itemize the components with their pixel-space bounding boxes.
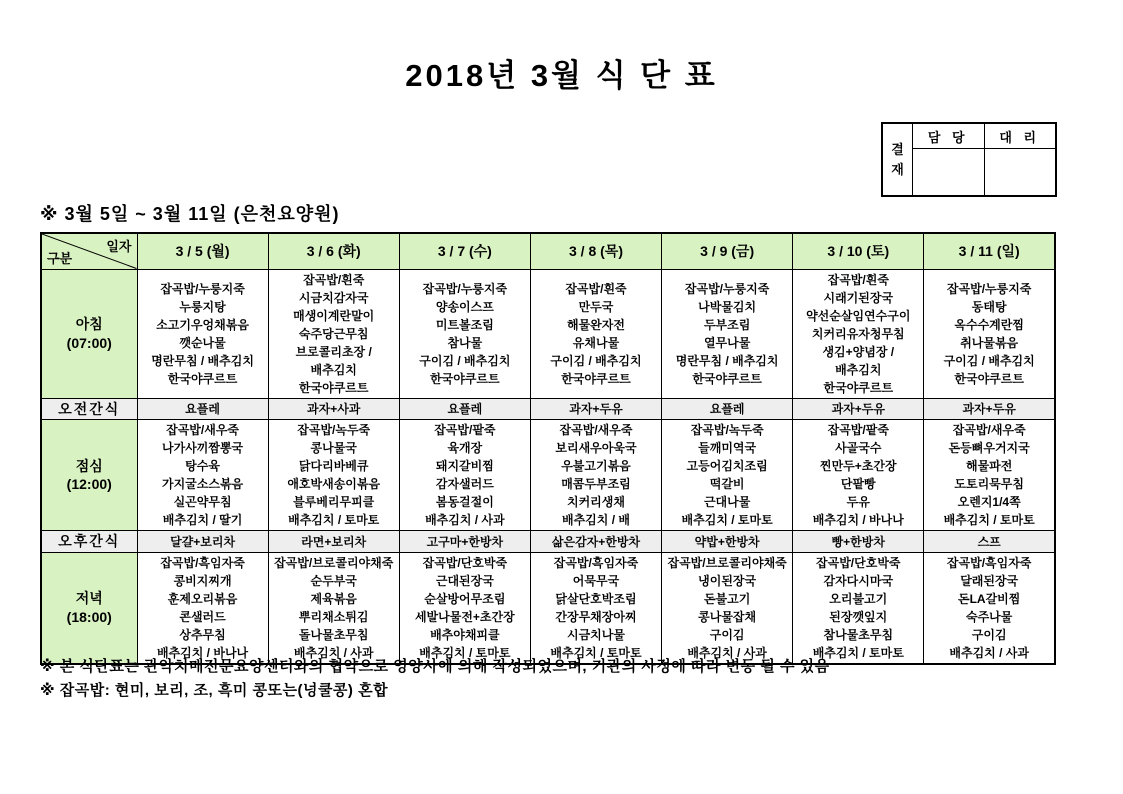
cell-pm-snack-day3: 삶은감자+한방차 xyxy=(530,531,661,553)
approval-sign-grid xyxy=(913,124,1055,195)
cell-am-snack-day2: 요플레 xyxy=(399,398,530,420)
cell-breakfast-day6: 잡곡밥/누룽지죽 동태탕 옥수수계란찜 취나물볶음 구이김 / 배추김치 한국야쿠르트 xyxy=(924,269,1055,398)
cell-breakfast-day5: 잡곡밥/흰죽 시래기된장국 약선순살임연수구이 치커리유자청무침 생김+양념장 / 배추김치 한국야쿠르트 xyxy=(793,269,924,398)
corner-label-date: 일자 xyxy=(106,239,132,254)
approval-col-deputy: 대 리 xyxy=(999,129,1041,145)
row-time-lunch: (12:00) xyxy=(66,476,112,493)
row-label-pm-snack: 오후간식 xyxy=(41,531,137,553)
row-pm-snack xyxy=(41,531,1055,553)
cell-pm-snack-day5: 빵+한방차 xyxy=(793,531,924,553)
footnotes xyxy=(40,655,830,703)
cell-am-snack-day4: 요플레 xyxy=(662,398,793,420)
footnote-1: ※ 본 식단표는 관악치매전문요양센터와의 협약으로 영양사에 의해 작성되었으며, 기관의 사정에 따라 변동 될 수 있음 xyxy=(40,658,830,675)
cell-breakfast-day3: 잡곡밥/흰죽 만두국 해물완자전 유채나물 구이김 / 배추김치 한국야쿠르트 xyxy=(530,269,661,398)
week-range-subtitle: ※ 3월 5일 ~ 3월 11일 (은천요양원) xyxy=(40,204,340,224)
cell-dinner-day0: 잡곡밥/흑임자죽 콩비지찌개 훈제오리볶음 콘샐러드 상추무침 배추김치 / 바나나 xyxy=(137,553,268,665)
cell-lunch-day4: 잡곡밥/녹두죽 들깨미역국 고등어김치조림 떡갈비 근대나물 배추김치 / 토마토 xyxy=(662,420,793,531)
cell-pm-snack-day1: 라면+보리차 xyxy=(268,531,399,553)
meal-plan-table xyxy=(40,232,1056,665)
row-breakfast xyxy=(41,269,1055,398)
row-lunch xyxy=(41,420,1055,531)
approval-sign-cell-manager xyxy=(913,149,985,195)
cell-lunch-day5: 잡곡밥/팥죽 사골국수 찐만두+초간장 단팥빵 두유 배추김치 / 바나나 xyxy=(793,420,924,531)
cell-dinner-day1: 잡곡밥/브로콜리야채죽 순두부국 제육볶음 뿌리채소튀김 돌나물초무침 배추김치 / 사과 xyxy=(268,553,399,665)
cell-dinner-day2: 잡곡밥/단호박죽 근대된장국 순살방어무조림 세발나물전+초간장 배추야채피클 배추김치 / 토마토 xyxy=(399,553,530,665)
cell-am-snack-day0: 요플레 xyxy=(137,398,268,420)
cell-lunch-day6: 잡곡밥/새우죽 돈등뼈우거지국 해물파전 도토리묵무침 오렌지1/4쪽 배추김치 / 토마토 xyxy=(924,420,1055,531)
day-header-1: 3 / 6 (화) xyxy=(268,233,399,269)
cell-lunch-day0: 잡곡밥/새우죽 나가사끼짬뽕국 탕수육 가지굴소스볶음 실곤약무침 배추김치 / 딸기 xyxy=(137,420,268,531)
day-header-2: 3 / 7 (수) xyxy=(399,233,530,269)
cell-breakfast-day0: 잡곡밥/누룽지죽 누룽지탕 소고기우엉채볶음 깻순나물 명란무침 / 배추김치 한국야쿠르트 xyxy=(137,269,268,398)
cell-am-snack-day3: 과자+두유 xyxy=(530,398,661,420)
row-time-breakfast: (07:00) xyxy=(66,334,112,351)
cell-breakfast-day1: 잡곡밥/흰죽 시금치감자국 매생이계란말이 숙주당근무침 브로콜리초장 / 배추김치 한국야쿠르트 xyxy=(268,269,399,398)
cell-breakfast-day2: 잡곡밥/누룽지죽 양송이스프 미트볼조림 참나물 구이김 / 배추김치 한국야쿠르트 xyxy=(399,269,530,398)
menu-tbody xyxy=(41,269,1055,664)
corner-cell xyxy=(41,233,137,269)
cell-am-snack-day6: 과자+두유 xyxy=(924,398,1055,420)
cell-dinner-day4: 잡곡밥/브로콜리야채죽 냉이된장국 돈불고기 콩나물잡채 구이김 배추김치 / 사과 xyxy=(662,553,793,665)
cell-dinner-day5: 잡곡밥/단호박죽 감자다시마국 오리불고기 된장깻잎지 참나물초무침 배추김치 / 토마토 xyxy=(793,553,924,665)
approval-stamp-box xyxy=(881,122,1057,197)
day-header-5: 3 / 10 (토) xyxy=(793,233,924,269)
row-label-breakfast: 아침 (07:00) xyxy=(41,269,137,398)
row-label-am-snack: 오전간식 xyxy=(41,398,137,420)
cell-am-snack-day5: 과자+두유 xyxy=(793,398,924,420)
cell-lunch-day1: 잡곡밥/녹두죽 콩나물국 닭다리바베큐 애호박새송이볶음 블루베리무피클 배추김치 / 토마토 xyxy=(268,420,399,531)
row-label-lunch: 점심 (12:00) xyxy=(41,420,137,531)
day-header-6: 3 / 11 (일) xyxy=(924,233,1055,269)
corner-label-category: 구분 xyxy=(47,250,73,266)
cell-pm-snack-day6: 스프 xyxy=(924,531,1055,553)
approval-col-manager: 담 당 xyxy=(913,124,985,148)
table-header-row xyxy=(41,233,1055,269)
day-header-3: 3 / 8 (목) xyxy=(530,233,661,269)
page-title: 2018년 3월 식 단 표 xyxy=(405,58,718,93)
cell-dinner-day3: 잡곡밥/흑임자죽 어묵무국 닭살단호박조림 간장무채장아찌 시금치나물 배추김치 / 토마토 xyxy=(530,553,661,665)
row-dinner xyxy=(41,553,1055,665)
approval-sign-cell-deputy xyxy=(985,149,1056,195)
cell-breakfast-day4: 잡곡밥/누룽지죽 나박물김치 두부조림 열무나물 명란무침 / 배추김치 한국야쿠르트 xyxy=(662,269,793,398)
cell-pm-snack-day4: 약밥+한방차 xyxy=(662,531,793,553)
cell-lunch-day2: 잡곡밥/팥죽 육개장 돼지갈비찜 감자샐러드 봄동걸절이 배추김치 / 사과 xyxy=(399,420,530,531)
row-am-snack xyxy=(41,398,1055,420)
cell-dinner-day6: 잡곡밥/흑임자죽 달래된장국 돈LA갈비찜 숙주나물 구이김 배추김치 / 사과 xyxy=(924,553,1055,665)
row-time-dinner: (18:00) xyxy=(66,609,112,626)
cell-pm-snack-day2: 고구마+한방차 xyxy=(399,531,530,553)
day-header-4: 3 / 9 (금) xyxy=(662,233,793,269)
cell-pm-snack-day0: 달걀+보리차 xyxy=(137,531,268,553)
footnote-2: ※ 잡곡밥: 현미, 보리, 조, 흑미 콩또는(넝쿨콩) 혼합 xyxy=(40,682,389,699)
day-header-0: 3 / 5 (월) xyxy=(137,233,268,269)
approval-stamp-cell xyxy=(883,124,913,195)
cell-am-snack-day1: 과자+사과 xyxy=(268,398,399,420)
row-label-dinner: 저녁 (18:00) xyxy=(41,553,137,665)
cell-lunch-day3: 잡곡밥/새우죽 보리새우아욱국 우불고기볶음 매콤두부조림 치커리생채 배추김치 / 배 xyxy=(530,420,661,531)
approval-stamp-label: 결재 xyxy=(891,142,904,177)
